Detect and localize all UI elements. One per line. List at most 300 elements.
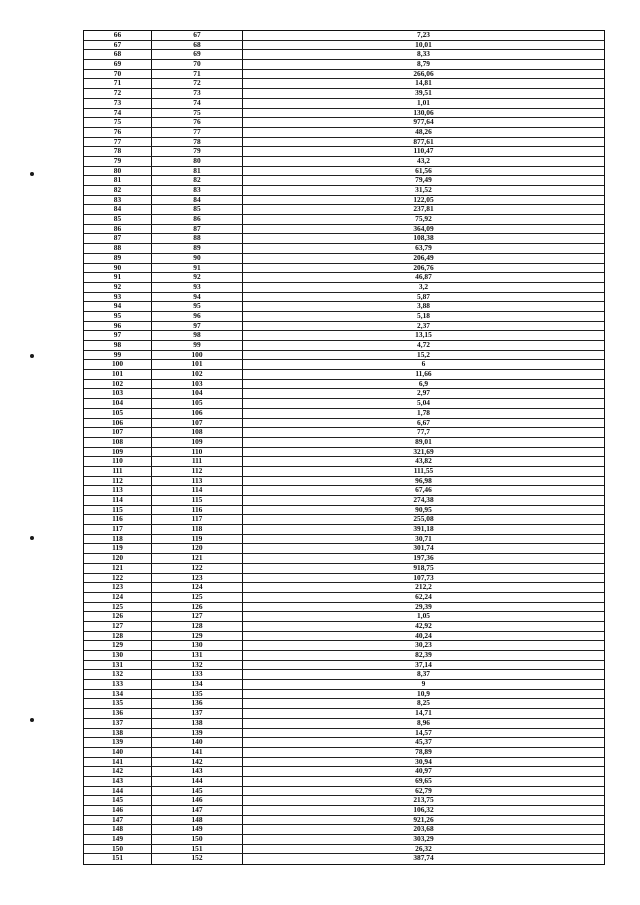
row-index-cell: 140 xyxy=(84,748,152,757)
row-index-cell: 108 xyxy=(84,438,152,447)
row-value-cell: 42,92 xyxy=(415,621,432,630)
row-index-cell: 90 xyxy=(84,264,152,273)
row-index-cell: 105 xyxy=(84,409,152,418)
data-table xyxy=(83,30,605,865)
row-number-cell: 113 xyxy=(152,477,243,486)
row-number-cell: 124 xyxy=(152,583,243,592)
row-index-cell: 94 xyxy=(84,302,152,311)
row-number-cell: 67 xyxy=(152,31,243,40)
row-index-cell: 97 xyxy=(84,331,152,340)
row-number-cell: 137 xyxy=(152,709,243,718)
table-row xyxy=(84,738,604,748)
row-index-cell: 113 xyxy=(84,486,152,495)
table-row xyxy=(84,205,604,215)
row-value-cell: 108,38 xyxy=(413,234,434,243)
row-index-cell: 87 xyxy=(84,234,152,243)
row-number-cell: 107 xyxy=(152,419,243,428)
row-index-cell: 69 xyxy=(84,60,152,69)
row-index-cell: 106 xyxy=(84,419,152,428)
row-value-cell: 8,33 xyxy=(417,50,430,59)
row-index-cell: 151 xyxy=(84,854,152,864)
table-row xyxy=(84,690,604,700)
row-value-cell: 2,37 xyxy=(417,321,430,330)
table-row xyxy=(84,176,604,186)
row-value-cell: 89,01 xyxy=(415,437,432,446)
row-number-cell: 106 xyxy=(152,409,243,418)
row-number-cell: 83 xyxy=(152,186,243,195)
row-number-cell: 141 xyxy=(152,748,243,757)
row-number-cell: 71 xyxy=(152,70,243,79)
row-value-cell: 921,26 xyxy=(413,815,434,824)
row-value-cell: 5,04 xyxy=(417,399,430,408)
row-value-cell: 96,98 xyxy=(415,476,432,485)
table-row xyxy=(84,816,604,826)
table-row xyxy=(84,767,604,777)
row-index-cell: 100 xyxy=(84,360,152,369)
table-row xyxy=(84,302,604,312)
row-index-cell: 102 xyxy=(84,380,152,389)
row-value-cell: 237,81 xyxy=(413,205,434,214)
table-row xyxy=(84,283,604,293)
row-value-cell: 7,23 xyxy=(417,31,430,39)
row-number-cell: 89 xyxy=(152,244,243,253)
table-row xyxy=(84,186,604,196)
row-index-cell: 76 xyxy=(84,128,152,137)
row-value-cell: 8,37 xyxy=(417,670,430,679)
row-index-cell: 127 xyxy=(84,622,152,631)
table-row xyxy=(84,680,604,690)
row-number-cell: 104 xyxy=(152,389,243,398)
row-index-cell: 93 xyxy=(84,293,152,302)
row-value-cell: 8,96 xyxy=(417,718,430,727)
table-row xyxy=(84,428,604,438)
row-value-cell: 918,75 xyxy=(413,563,434,572)
row-number-cell: 148 xyxy=(152,816,243,825)
row-value-cell: 213,75 xyxy=(413,796,434,805)
row-index-cell: 123 xyxy=(84,583,152,592)
row-number-cell: 86 xyxy=(152,215,243,224)
row-index-cell: 121 xyxy=(84,564,152,573)
row-index-cell: 128 xyxy=(84,632,152,641)
row-number-cell: 91 xyxy=(152,264,243,273)
row-index-cell: 86 xyxy=(84,225,152,234)
row-index-cell: 68 xyxy=(84,50,152,59)
table-row xyxy=(84,544,604,554)
table-row xyxy=(84,574,604,584)
row-number-cell: 109 xyxy=(152,438,243,447)
row-index-cell: 143 xyxy=(84,777,152,786)
row-number-cell: 82 xyxy=(152,176,243,185)
row-value-cell: 13,15 xyxy=(415,331,432,340)
table-row xyxy=(84,128,604,138)
binding-hole-mark xyxy=(30,354,34,358)
table-row xyxy=(84,60,604,70)
row-number-cell: 134 xyxy=(152,680,243,689)
row-number-cell: 70 xyxy=(152,60,243,69)
table-row xyxy=(84,457,604,467)
table-row xyxy=(84,167,604,177)
row-number-cell: 110 xyxy=(152,448,243,457)
row-number-cell: 74 xyxy=(152,99,243,108)
table-row xyxy=(84,632,604,642)
binding-hole-mark xyxy=(30,172,34,176)
row-index-cell: 119 xyxy=(84,544,152,553)
row-value-cell: 40,24 xyxy=(415,631,432,640)
table-row xyxy=(84,331,604,341)
table-row xyxy=(84,758,604,768)
row-value-cell: 61,56 xyxy=(415,166,432,175)
table-row xyxy=(84,622,604,632)
table-row xyxy=(84,554,604,564)
row-number-cell: 119 xyxy=(152,535,243,544)
table-row xyxy=(84,380,604,390)
table-row xyxy=(84,835,604,845)
table-row xyxy=(84,70,604,80)
row-index-cell: 130 xyxy=(84,651,152,660)
row-value-cell: 111,55 xyxy=(413,466,434,475)
row-number-cell: 140 xyxy=(152,738,243,747)
row-index-cell: 138 xyxy=(84,729,152,738)
row-value-cell: 301,74 xyxy=(413,544,434,553)
row-value-cell: 40,97 xyxy=(415,767,432,776)
table-row xyxy=(84,496,604,506)
row-number-cell: 142 xyxy=(152,758,243,767)
row-number-cell: 125 xyxy=(152,593,243,602)
table-row xyxy=(84,31,604,41)
row-value-cell: 31,52 xyxy=(415,186,432,194)
row-value-cell: 8,25 xyxy=(417,699,430,708)
row-number-cell: 149 xyxy=(152,825,243,834)
row-number-cell: 77 xyxy=(152,128,243,137)
table-row xyxy=(84,748,604,758)
row-number-cell: 139 xyxy=(152,729,243,738)
row-number-cell: 76 xyxy=(152,118,243,127)
row-number-cell: 131 xyxy=(152,651,243,660)
row-value-cell: 45,37 xyxy=(415,738,432,747)
row-number-cell: 69 xyxy=(152,50,243,59)
row-value-cell: 10,01 xyxy=(415,40,432,49)
table-row xyxy=(84,670,604,680)
table-row xyxy=(84,438,604,448)
row-number-cell: 126 xyxy=(152,603,243,612)
row-number-cell: 144 xyxy=(152,777,243,786)
row-index-cell: 95 xyxy=(84,312,152,321)
row-value-cell: 197,36 xyxy=(413,554,434,563)
table-row xyxy=(84,225,604,235)
row-value-cell: 206,76 xyxy=(413,263,434,272)
row-value-cell: 62,24 xyxy=(415,592,432,601)
table-row xyxy=(84,264,604,274)
table-row xyxy=(84,399,604,409)
row-number-cell: 143 xyxy=(152,767,243,776)
table-row xyxy=(84,603,604,613)
row-value-cell: 14,71 xyxy=(415,709,432,718)
row-number-cell: 88 xyxy=(152,234,243,243)
row-value-cell: 14,81 xyxy=(415,79,432,88)
row-value-cell: 364,09 xyxy=(413,224,434,233)
row-value-cell: 77,7 xyxy=(417,428,430,437)
row-number-cell: 135 xyxy=(152,690,243,699)
row-value-cell: 69,65 xyxy=(415,776,432,785)
table-row xyxy=(84,118,604,128)
row-index-cell: 81 xyxy=(84,176,152,185)
row-value-cell: 1,01 xyxy=(417,98,430,107)
row-index-cell: 136 xyxy=(84,709,152,718)
row-value-cell: 122,05 xyxy=(413,195,434,204)
table-row xyxy=(84,729,604,739)
row-index-cell: 83 xyxy=(84,196,152,205)
table-row xyxy=(84,99,604,109)
row-number-cell: 85 xyxy=(152,205,243,214)
row-number-cell: 133 xyxy=(152,670,243,679)
table-row xyxy=(84,419,604,429)
table-row xyxy=(84,515,604,525)
row-index-cell: 146 xyxy=(84,806,152,815)
table-row xyxy=(84,564,604,574)
row-number-cell: 129 xyxy=(152,632,243,641)
row-index-cell: 91 xyxy=(84,273,152,282)
row-value-cell: 82,39 xyxy=(415,651,432,659)
table-row xyxy=(84,486,604,496)
table-row xyxy=(84,147,604,157)
row-index-cell: 150 xyxy=(84,845,152,854)
row-number-cell: 78 xyxy=(152,138,243,147)
row-value-cell: 206,49 xyxy=(413,253,434,262)
table-row xyxy=(84,787,604,797)
row-value-cell: 14,57 xyxy=(415,728,432,737)
table-row xyxy=(84,138,604,148)
row-index-cell: 122 xyxy=(84,574,152,583)
row-value-cell: 274,38 xyxy=(413,496,434,504)
row-number-cell: 117 xyxy=(152,515,243,524)
row-number-cell: 100 xyxy=(152,351,243,360)
row-index-cell: 80 xyxy=(84,167,152,176)
row-index-cell: 109 xyxy=(84,448,152,457)
row-value-cell: 3,88 xyxy=(417,302,430,311)
row-number-cell: 116 xyxy=(152,506,243,515)
row-index-cell: 139 xyxy=(84,738,152,747)
row-value-cell: 62,79 xyxy=(415,786,432,795)
row-index-cell: 96 xyxy=(84,322,152,331)
row-index-cell: 110 xyxy=(84,457,152,466)
table-row xyxy=(84,351,604,361)
row-number-cell: 102 xyxy=(152,370,243,379)
row-number-cell: 114 xyxy=(152,486,243,495)
row-index-cell: 72 xyxy=(84,89,152,98)
row-index-cell: 101 xyxy=(84,370,152,379)
row-index-cell: 99 xyxy=(84,351,152,360)
row-number-cell: 94 xyxy=(152,293,243,302)
row-index-cell: 78 xyxy=(84,147,152,156)
table-row xyxy=(84,79,604,89)
row-index-cell: 73 xyxy=(84,99,152,108)
row-number-cell: 136 xyxy=(152,699,243,708)
row-value-cell: 43,2 xyxy=(417,156,430,165)
row-index-cell: 135 xyxy=(84,699,152,708)
row-value-cell: 1,05 xyxy=(417,612,430,621)
row-number-cell: 122 xyxy=(152,564,243,573)
row-number-cell: 132 xyxy=(152,661,243,670)
row-number-cell: 108 xyxy=(152,428,243,437)
row-number-cell: 147 xyxy=(152,806,243,815)
row-index-cell: 66 xyxy=(84,31,152,40)
table-row xyxy=(84,215,604,225)
row-number-cell: 128 xyxy=(152,622,243,631)
table-row xyxy=(84,389,604,399)
row-index-cell: 85 xyxy=(84,215,152,224)
row-index-cell: 84 xyxy=(84,205,152,214)
row-index-cell: 92 xyxy=(84,283,152,292)
row-value-cell: 75,92 xyxy=(415,215,432,224)
row-value-cell: 212,2 xyxy=(415,583,432,592)
row-index-cell: 148 xyxy=(84,825,152,834)
table-row xyxy=(84,777,604,787)
table-row xyxy=(84,661,604,671)
row-index-cell: 89 xyxy=(84,254,152,263)
row-index-cell: 114 xyxy=(84,496,152,505)
row-number-cell: 97 xyxy=(152,322,243,331)
row-value-cell: 43,82 xyxy=(415,457,432,466)
row-index-cell: 104 xyxy=(84,399,152,408)
row-number-cell: 118 xyxy=(152,525,243,534)
row-number-cell: 123 xyxy=(152,574,243,583)
row-index-cell: 88 xyxy=(84,244,152,253)
row-index-cell: 107 xyxy=(84,428,152,437)
table-row xyxy=(84,312,604,322)
row-value-cell: 266,06 xyxy=(413,69,434,78)
row-value-cell: 255,08 xyxy=(413,515,434,524)
row-index-cell: 129 xyxy=(84,641,152,650)
row-value-cell: 63,79 xyxy=(415,244,432,253)
row-value-cell: 15,2 xyxy=(417,350,430,359)
row-index-cell: 126 xyxy=(84,612,152,621)
row-index-cell: 74 xyxy=(84,109,152,118)
row-number-cell: 120 xyxy=(152,544,243,553)
row-value-cell: 3,2 xyxy=(418,282,429,291)
row-value-cell: 203,68 xyxy=(413,825,434,834)
row-value-cell: 10,9 xyxy=(417,689,430,698)
row-value-cell: 79,49 xyxy=(415,176,432,185)
table-row xyxy=(84,806,604,816)
table-row xyxy=(84,535,604,545)
row-index-cell: 77 xyxy=(84,138,152,147)
table-row xyxy=(84,593,604,603)
row-number-cell: 152 xyxy=(152,854,243,864)
row-value-cell: 30,71 xyxy=(415,534,432,543)
row-value-cell: 877,61 xyxy=(413,137,434,146)
row-value-cell: 4,72 xyxy=(417,341,430,349)
row-index-cell: 131 xyxy=(84,661,152,670)
table-row xyxy=(84,254,604,264)
row-number-cell: 105 xyxy=(152,399,243,408)
row-number-cell: 72 xyxy=(152,79,243,88)
row-index-cell: 70 xyxy=(84,70,152,79)
row-value-cell: 106,32 xyxy=(413,806,434,814)
row-value-cell: 5,18 xyxy=(417,311,430,320)
row-value-cell: 130,06 xyxy=(413,108,434,117)
row-value-cell: 29,39 xyxy=(415,602,432,611)
table-row xyxy=(84,651,604,661)
row-index-cell: 149 xyxy=(84,835,152,844)
row-value-cell: 30,94 xyxy=(415,757,432,766)
row-value-cell: 26,32 xyxy=(415,844,432,853)
row-value-cell: 2,97 xyxy=(417,389,430,398)
row-number-cell: 99 xyxy=(152,341,243,350)
table-row xyxy=(84,719,604,729)
row-value-cell: 5,87 xyxy=(417,292,430,301)
row-value-cell: 110,47 xyxy=(413,147,434,156)
row-index-cell: 67 xyxy=(84,41,152,50)
table-row xyxy=(84,825,604,835)
row-index-cell: 79 xyxy=(84,157,152,166)
row-number-cell: 130 xyxy=(152,641,243,650)
table-row xyxy=(84,409,604,419)
row-index-cell: 112 xyxy=(84,477,152,486)
row-number-cell: 145 xyxy=(152,787,243,796)
row-value-cell: 67,46 xyxy=(415,486,432,495)
row-number-cell: 138 xyxy=(152,719,243,728)
row-value-cell: 6,9 xyxy=(418,379,429,388)
table-row xyxy=(84,360,604,370)
row-number-cell: 87 xyxy=(152,225,243,234)
row-index-cell: 98 xyxy=(84,341,152,350)
row-number-cell: 103 xyxy=(152,380,243,389)
table-row xyxy=(84,641,604,651)
row-number-cell: 93 xyxy=(152,283,243,292)
row-number-cell: 79 xyxy=(152,147,243,156)
row-index-cell: 71 xyxy=(84,79,152,88)
row-value-cell: 48,26 xyxy=(415,127,432,136)
row-value-cell: 46,87 xyxy=(415,273,432,282)
table-row xyxy=(84,796,604,806)
row-value-cell: 107,73 xyxy=(413,573,434,582)
row-index-cell: 103 xyxy=(84,389,152,398)
row-value-cell: 387,74 xyxy=(413,854,434,863)
row-number-cell: 146 xyxy=(152,796,243,805)
row-value-cell: 8,79 xyxy=(417,60,430,69)
row-number-cell: 112 xyxy=(152,467,243,476)
table-row xyxy=(84,506,604,516)
binding-hole-mark xyxy=(30,718,34,722)
table-row xyxy=(84,845,604,855)
row-index-cell: 141 xyxy=(84,758,152,767)
table-row xyxy=(84,293,604,303)
row-index-cell: 116 xyxy=(84,515,152,524)
row-index-cell: 144 xyxy=(84,787,152,796)
table-row xyxy=(84,322,604,332)
table-row xyxy=(84,699,604,709)
row-index-cell: 118 xyxy=(84,535,152,544)
row-value-cell: 6,67 xyxy=(417,418,430,427)
row-index-cell: 82 xyxy=(84,186,152,195)
row-value-cell: 977,64 xyxy=(413,118,434,127)
row-index-cell: 145 xyxy=(84,796,152,805)
row-number-cell: 92 xyxy=(152,273,243,282)
table-row xyxy=(84,157,604,167)
table-row xyxy=(84,612,604,622)
row-value-cell: 1,78 xyxy=(417,408,430,417)
row-number-cell: 68 xyxy=(152,41,243,50)
row-number-cell: 115 xyxy=(152,496,243,505)
row-value-cell: 11,66 xyxy=(415,370,432,379)
row-value-cell: 6 xyxy=(421,360,426,369)
table-row xyxy=(84,709,604,719)
row-value-cell: 30,23 xyxy=(415,641,432,650)
row-number-cell: 127 xyxy=(152,612,243,621)
table-row xyxy=(84,109,604,119)
row-number-cell: 90 xyxy=(152,254,243,263)
row-number-cell: 96 xyxy=(152,312,243,321)
